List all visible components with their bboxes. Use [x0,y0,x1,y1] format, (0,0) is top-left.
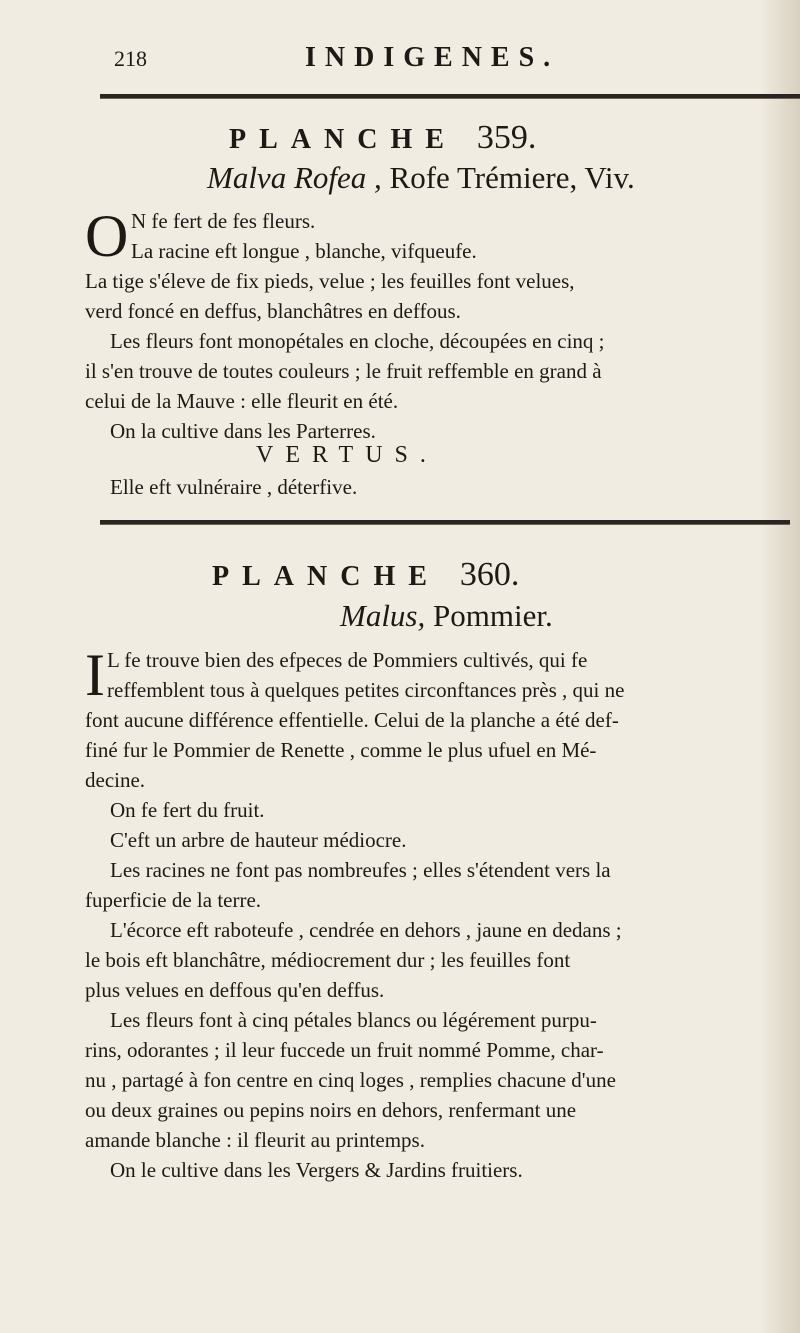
text-line: fuperficie de la terre. [85,888,262,912]
plate-359-french-name: Rofe Trémiere, Viv. [389,160,635,195]
text-line: Les racines ne font pas nombreufes ; elles s'étendent vers la [110,858,611,882]
text-line: amande blanche : il fleurit au printemps. [85,1128,425,1152]
text-line: L'écorce eft raboteufe , cendrée en dehors , jaune en dedans ; [110,918,622,942]
text-line: verd foncé en deffus, blanchâtres en deffous. [85,299,461,323]
text-line: Les fleurs font monopétales en cloche, découpées en cinq ; [110,329,605,353]
text-line: il s'en trouve de toutes couleurs ; le fruit reffemble en grand à [85,359,602,383]
text-line: reffemblent tous à quelques petites circonftances près , qui ne [107,678,625,702]
page-edge-shadow [760,0,800,1333]
plate-360-label: PLANCHE [212,561,440,592]
plate-360-french-name: Pommier. [433,598,553,633]
section-rule [100,520,790,525]
text-line: La tige s'éleve de fix pieds, velue ; les feuilles font velues, [85,269,575,293]
plate-360-dropcap: I [85,642,105,708]
text-line: L fe trouve bien des efpeces de Pommiers cultivés, qui fe [107,648,588,672]
plate-360-text [85,642,685,1185]
text-line: On fe fert du fruit. [110,798,265,822]
plate-359-subtitle [207,160,635,196]
plate-360-heading [212,556,519,594]
plate-359-heading [229,119,536,157]
plate-359-dropcap: O [85,203,129,269]
text-line: La racine eft longue , blanche, vifqueufe. [131,239,477,263]
text-line: On la cultive dans les Parterres. [110,419,376,443]
text-line: decine. [85,768,146,792]
text-line: celui de la Mauve : elle fleurit en été. [85,389,399,413]
vertus-text [85,472,685,502]
plate-360-number: 360. [459,556,520,593]
text-line: C'eft un arbre de hauteur médiocre. [110,828,407,852]
text-line: finé fur le Pommier de Renette , comme le plus ufuel en Mé- [85,738,597,762]
text-line: Elle eft vulnéraire , déterfive. [110,475,358,499]
text-line: le bois eft blanchâtre, médiocrement dur ; les feuilles font [85,948,571,972]
plate-359-text [85,203,685,446]
plate-359-number: 359. [476,119,537,156]
plate-360-subtitle [340,598,553,634]
text-line: N fe fert de fes fleurs. [131,209,316,233]
text-line: plus velues en deffous qu'en deffus. [85,978,385,1002]
text-line: font aucune différence effentielle. Celui de la planche a été def- [85,708,619,732]
text-line: ou deux graines ou pepins noirs en dehors, renfermant une [85,1098,577,1122]
plate-359-label: PLANCHE [229,124,457,155]
text-line: On le cultive dans les Vergers & Jardins fruitiers. [110,1158,523,1182]
plate-360-latin-name: Malus, [340,598,426,633]
header-rule [100,94,800,99]
page-number: 218 [114,46,147,71]
text-line: Les fleurs font à cinq pétales blancs ou légérement purpu- [110,1008,597,1032]
text-line: rins, odorantes ; il leur fuccede un fruit nommé Pomme, char- [85,1038,604,1062]
vertus-heading: VERTUS. [256,442,438,468]
text-line: nu , partagé à fon centre en cinq loges , remplies chacune d'une [85,1068,616,1092]
running-title: INDIGENES. [305,42,560,73]
plate-359-latin-name: Malva Rofea , [207,160,382,195]
page-header [100,40,700,80]
